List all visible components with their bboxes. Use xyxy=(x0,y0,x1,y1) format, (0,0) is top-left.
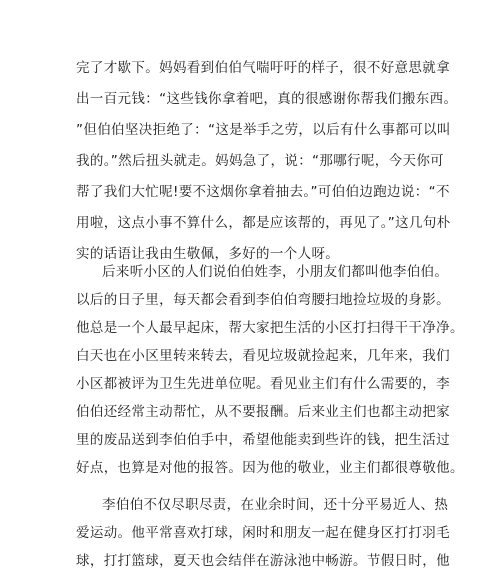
text-line: 他总是一个人最早起床，帮大家把生活的小区打扫得干干净净。 xyxy=(76,320,464,336)
text-line: 出一百元钱：“这些钱你拿着吧，真的很感谢你帮我们搬东西。 xyxy=(76,91,458,107)
text-line: 球，打打篮球，夏天也会结伴在游泳池中畅游。节假日时，他 xyxy=(76,553,450,569)
text-line: 好点，也算是对他的报答。因为他的敬业，业主们都很尊敬他。 xyxy=(76,460,464,476)
text-line: 实的话语让我由生敬佩，多好的一个人呀。 xyxy=(76,246,340,262)
text-line: 我的。”然后扭头就走。妈妈急了，说：“那哪行呢，今天你可 xyxy=(76,153,445,169)
text-line: 完了才歇下。妈妈看到伯伯气喘吁吁的样子，很不好意思就拿 xyxy=(76,60,450,76)
text-line: 伯伯还经常主动帮忙，从不要报酬。后来业主们也都主动把家 xyxy=(76,404,450,420)
text-line: 用啦，这点小事不算什么，都是应该帮的，再见了。”这几句朴 xyxy=(76,215,451,231)
text-line: 以后的日子里，每天都会看到李伯伯弯腰扫地捡垃圾的身影。 xyxy=(76,292,450,308)
text-line: 白天也在小区里转来转去，看见垃圾就捡起来，几年来，我们 xyxy=(76,348,450,364)
text-line: 小区都被评为卫生先进单位呢。看见业主们有什么需要的，李 xyxy=(76,376,450,392)
text-line: 后来听小区的人们说伯伯姓李，小朋友们都叫他李伯伯。 xyxy=(102,264,449,280)
text-line: ”但伯伯坚决拒绝了：“这是举手之劳，以后有什么事都可以叫 xyxy=(76,122,451,138)
text-line: 帮了我们大忙呢!要不这烟你拿着抽去。”可伯伯边跑边说：“不 xyxy=(76,184,450,200)
text-line: 里的废品送到李伯伯手中，希望他能卖到些许的钱，把生活过 xyxy=(76,432,450,448)
text-line: 爱运动。他平常喜欢打球，闲时和朋友一起在健身区打打羽毛 xyxy=(76,525,450,541)
text-line: 李伯伯不仅尽职尽责，在业余时间，还十分平易近人、热 xyxy=(102,497,449,513)
